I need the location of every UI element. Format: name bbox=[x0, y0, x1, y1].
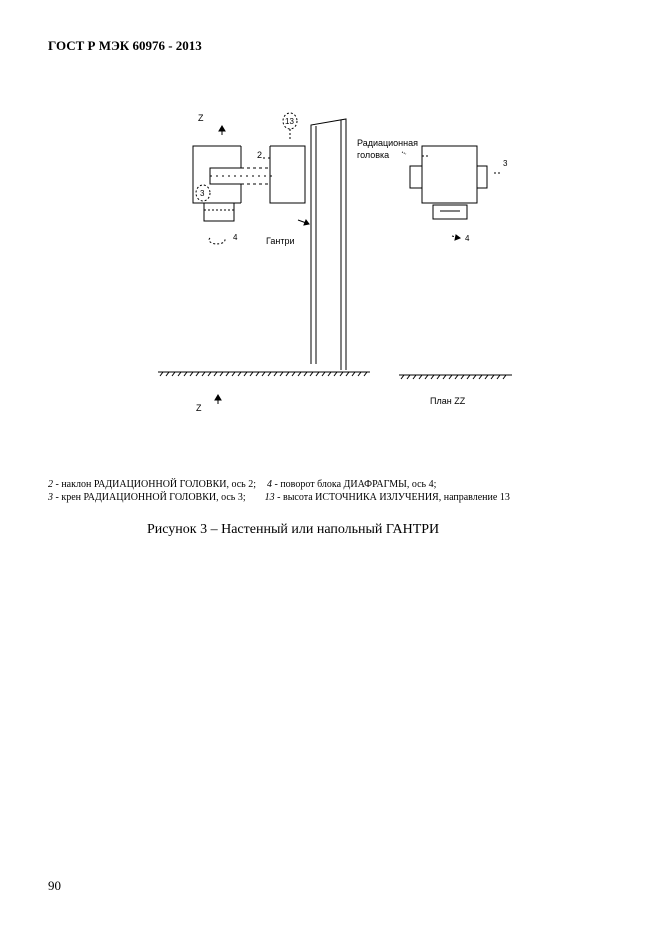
label-plan-zz: План ZZ bbox=[430, 396, 466, 406]
figure-caption: Рисунок 3 – Настенный или напольный ГАНТРИ bbox=[147, 522, 440, 537]
label-4-right: 4 bbox=[465, 234, 470, 243]
legend-num: 4 bbox=[267, 479, 272, 490]
page-number: 90 bbox=[48, 878, 61, 893]
legend-text: - крен РАДИАЦИОННОЙ ГОЛОВКИ, ось 3; bbox=[53, 492, 246, 503]
legend-text: - высота ИСТОЧНИКА ИЗЛУЧЕНИЯ, направление 13 bbox=[274, 492, 510, 503]
label-3-right: 3 bbox=[503, 159, 508, 168]
legend-text: - поворот блока ДИАФРАГМЫ, ось 4; bbox=[272, 479, 437, 490]
legend-num: 2 bbox=[48, 479, 53, 490]
label-radiation-head-2: головка bbox=[357, 150, 390, 160]
label-4-left: 4 bbox=[233, 233, 238, 242]
label-gantry: Гантри bbox=[266, 236, 295, 246]
legend-row-1 bbox=[48, 478, 510, 491]
label-radiation-head-1: Радиационная bbox=[357, 138, 419, 148]
label-z-bottom: Z bbox=[196, 403, 202, 413]
wall-column bbox=[311, 119, 346, 370]
legend-text: - наклон РАДИАЦИОННОЙ ГОЛОВКИ, ось 2; bbox=[53, 479, 256, 490]
label-3-left: 3 bbox=[200, 189, 205, 198]
side-view-arm bbox=[262, 146, 305, 203]
document-header: ГОСТ Р МЭК 60976 - 2013 bbox=[48, 38, 202, 53]
floor-left bbox=[158, 372, 370, 376]
figure-legend bbox=[48, 478, 510, 504]
label-z-top: Z bbox=[198, 113, 204, 123]
label-2: 2 bbox=[257, 150, 263, 160]
legend-num: 3 bbox=[48, 492, 53, 503]
label-13: 13 bbox=[285, 117, 294, 126]
rotation-arrow-4-left bbox=[209, 238, 225, 244]
legend-row-2 bbox=[48, 491, 510, 504]
plan-view-head bbox=[410, 146, 487, 203]
plan-view-diaphragm bbox=[433, 205, 467, 219]
side-view-diaphragm bbox=[204, 203, 234, 221]
legend-num: 13 bbox=[264, 492, 275, 503]
floor-right bbox=[399, 375, 512, 379]
